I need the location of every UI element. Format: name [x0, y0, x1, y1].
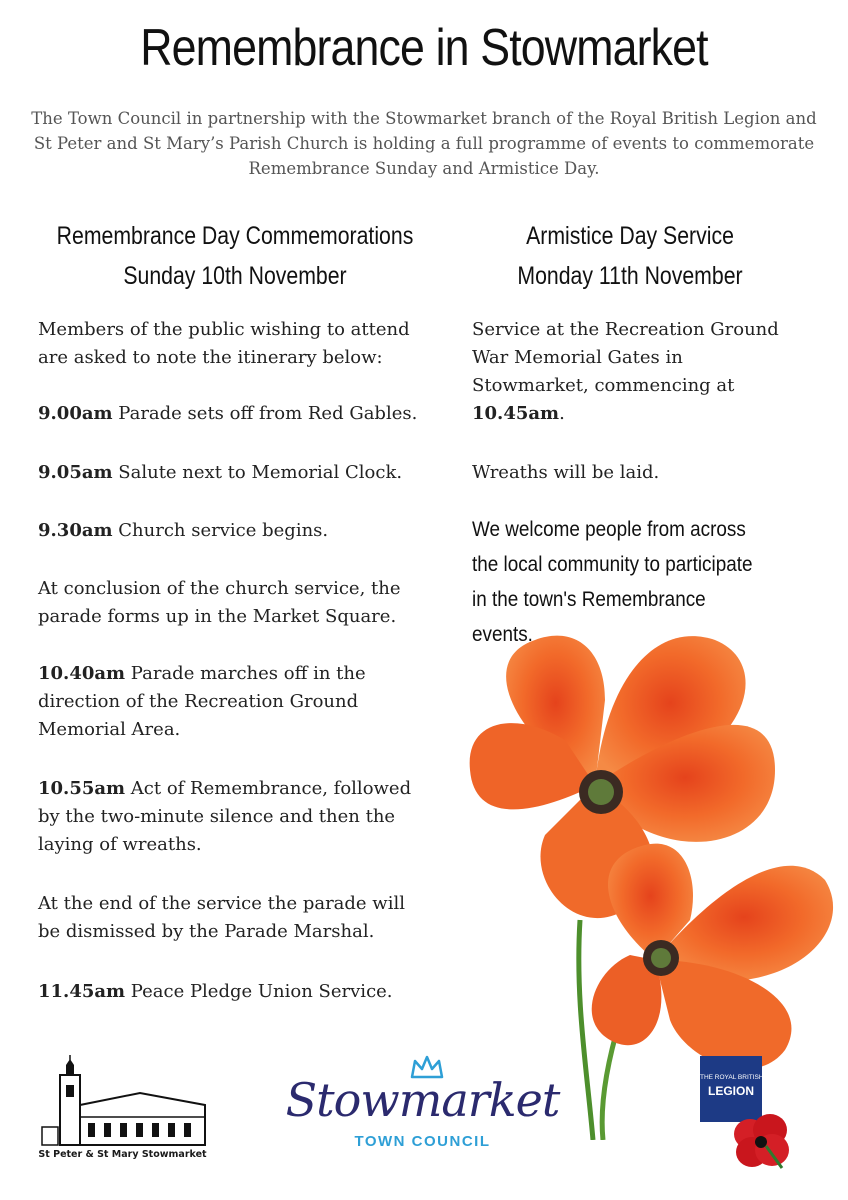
itinerary-intro: Members of the public wishing to attend are asked to note the itinerary below: — [38, 319, 410, 368]
itinerary-time: 9.05am — [38, 462, 113, 483]
itinerary-text: Parade sets off from Red Gables. — [112, 403, 418, 424]
itinerary-time: 9.30am — [38, 520, 113, 541]
itinerary-item — [38, 459, 438, 487]
itinerary-item — [38, 978, 438, 1006]
right-heading-line1: Armistice Day Service — [526, 222, 734, 250]
service-time: 10.45am — [472, 403, 560, 424]
service-end: . — [559, 403, 565, 424]
itinerary-time: 10.40am — [38, 663, 126, 684]
itinerary-text: Salute next to Memorial Clock. — [112, 462, 403, 483]
itinerary-text: Church service begins. — [112, 520, 329, 541]
left-heading-line1: Remembrance Day Commemorations — [56, 222, 414, 250]
wreaths-text: Wreaths will be laid. — [472, 462, 660, 483]
itinerary-item — [38, 775, 423, 859]
itinerary-text: Act of Remembrance, followed by the two-minute silence and then the laying of wreaths. — [38, 778, 412, 855]
right-column-heading — [440, 216, 820, 296]
poppy-lower — [592, 844, 833, 1069]
itinerary-item — [38, 890, 423, 946]
itinerary-text: Parade marches off in the direction of the Recreation Ground Memorial Area. — [38, 663, 366, 740]
itinerary-item — [38, 517, 438, 545]
town-logo-subtitle: TOWN COUNCIL — [354, 1133, 491, 1150]
legion-poppy-icon — [730, 1112, 800, 1172]
itinerary-text: At conclusion of the church service, the parade forms up in the Market Square. — [38, 578, 401, 627]
itinerary-time: 9.00am — [38, 403, 113, 424]
itinerary-text: Peace Pledge Union Service. — [125, 981, 393, 1002]
poppy-stem — [579, 920, 593, 1140]
church-illustration — [30, 1055, 215, 1147]
church-caption: St Peter & St Mary Stowmarket — [38, 1149, 207, 1160]
right-heading-line2: Monday 11th November — [517, 262, 743, 290]
intro-paragraph: The Town Council in partnership with the Stowmarket branch of the Royal British Legion and St Peter and St Mary’s Parish Church is holding a full programme of events to commemorate Remembrance Sunday and Armistice Day. — [31, 109, 817, 178]
itinerary-time: 11.45am — [38, 981, 126, 1002]
church-logo — [30, 1055, 215, 1170]
itinerary-item — [38, 660, 398, 744]
itinerary-item — [38, 575, 418, 631]
itinerary-time: 10.55am — [38, 778, 126, 799]
left-heading-line2: Sunday 10th November — [123, 262, 347, 290]
armistice-service-text — [472, 316, 802, 428]
itinerary-text: At the end of the service the parade will be dismissed by the Parade Marshal. — [38, 893, 405, 942]
left-column-heading — [20, 216, 450, 296]
legion-logo-line2: LEGION — [707, 1084, 754, 1098]
itinerary-item — [38, 400, 438, 428]
service-description: Service at the Recreation Ground War Memorial Gates in Stowmarket, commencing at — [472, 319, 779, 396]
page-title: Remembrance in Stowmarket — [140, 19, 708, 77]
town-logo-wordmark: Stowmarket — [285, 1073, 560, 1127]
town-council-logo — [280, 1055, 565, 1155]
legion-logo-line1: THE ROYAL BRITISH — [700, 1074, 764, 1081]
welcome-callout: We welcome people from across the local community to participate in the town's Remembrance events. — [472, 518, 753, 646]
